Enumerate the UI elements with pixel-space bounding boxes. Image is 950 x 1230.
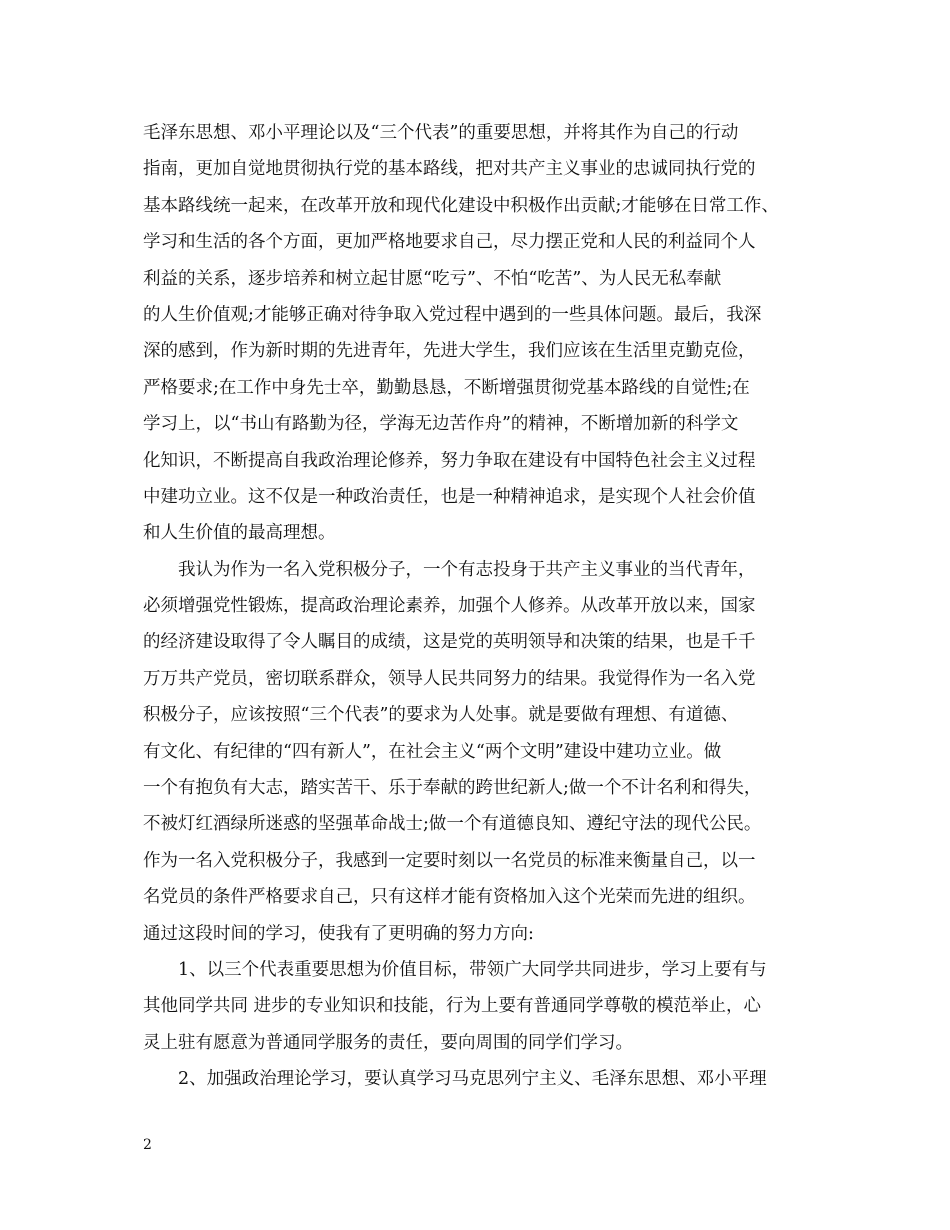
- text-line: 严格要求;在工作中身先士卒，勤勤恳恳，不断增强贯彻党基本路线的自觉性;在: [143, 377, 750, 398]
- text-line: 学习和生活的各个方面，更加严格地要求自己，尽力摆正党和人民的利益同个人: [143, 232, 756, 253]
- text-line: 1、以三个代表重要思想为价值目标，带领广大同学共同进步，学习上要有与: [143, 959, 767, 980]
- text-line: 指南，更加自觉地贯彻执行党的基本路线，把对共产主义事业的忠诚同执行党的: [143, 159, 756, 180]
- text-line: 一个有抱负有大志，踏实苦干、乐于奉献的跨世纪新人;做一个不计名利和得失，: [143, 778, 762, 799]
- text-line: 的人生价值观;才能够正确对待争取入党过程中遇到的一些具体问题。最后，我深: [143, 304, 762, 325]
- text-line: 积极分子，应该按照“三个代表”的要求为人处事。就是要做有理想、有道德、: [143, 705, 739, 726]
- text-line: 基本路线统一起来，在改革开放和现代化建设中积极作出贡献;才能够在日常工作、: [143, 195, 779, 216]
- text-line: 深的感到，作为新时期的先进青年，先进大学生，我们应该在生活里克勤克俭，: [143, 341, 756, 362]
- body-text: [143, 115, 823, 1098]
- text-line: 通过这段时间的学习，使我有了更明确的努力方向:: [143, 923, 534, 944]
- text-line: 的经济建设取得了令人瞩目的成绩，这是党的英明领导和决策的结果，也是千千: [143, 632, 756, 653]
- page-number: 2: [143, 1137, 152, 1153]
- text-line: 毛泽东思想、邓小平理论以及“三个代表”的重要思想，并将其作为自己的行动: [143, 123, 739, 143]
- text-line: 学习上，以“书山有路勤为径，学海无边苦作舟”的精神，不断增加新的科学文: [143, 414, 739, 435]
- text-line: 我认为作为一名入党积极分子，一个有志投身于共产主义事业的当代青年，: [143, 559, 756, 580]
- text-line: 作为一名入党积极分子，我感到一定要时刻以一名党员的标准来衡量自己，以一: [143, 850, 756, 871]
- text-line: 有文化、有纪律的“四有新人”，在社会主义“两个文明”建设中建功立业。做: [143, 741, 722, 762]
- text-line: 2、加强政治理论学习，要认真学习马克思列宁主义、毛泽东思想、邓小平理: [143, 1069, 767, 1090]
- text-line: 利益的关系，逐步培养和树立起甘愿“吃亏”、不怕“吃苦”、为人民无私奉献: [143, 268, 722, 289]
- text-line: 灵上驻有愿意为普通同学服务的责任，要向周围的同学们学习。: [143, 1032, 633, 1053]
- text-line: 其他同学共同 进步的专业知识和技能，行为上要有普通同学尊敬的模范举止，心: [143, 996, 762, 1017]
- text-line: 化知识，不断提高自我政治理论修养，努力争取在建设有中国特色社会主义过程: [143, 450, 756, 471]
- text-line: 万万共产党员，密切联系群众，领导人民共同努力的结果。我觉得作为一名入党: [143, 668, 756, 689]
- text-line: 不被灯红酒绿所迷惑的坚强革命战士;做一个有道德良知、遵纪守法的现代公民。: [143, 814, 762, 835]
- text-line: 必须增强党性锻炼，提高政治理论素养，加强个人修养。从改革开放以来，国家: [143, 596, 756, 617]
- text-line: 中建功立业。这不仅是一种政治责任，也是一种精神追求，是实现个人社会价值: [143, 486, 756, 507]
- text-line: 和人生价值的最高理想。: [143, 523, 336, 544]
- text-line: 名党员的条件严格要求自己，只有这样才能有资格加入这个光荣而先进的组织。: [143, 887, 756, 908]
